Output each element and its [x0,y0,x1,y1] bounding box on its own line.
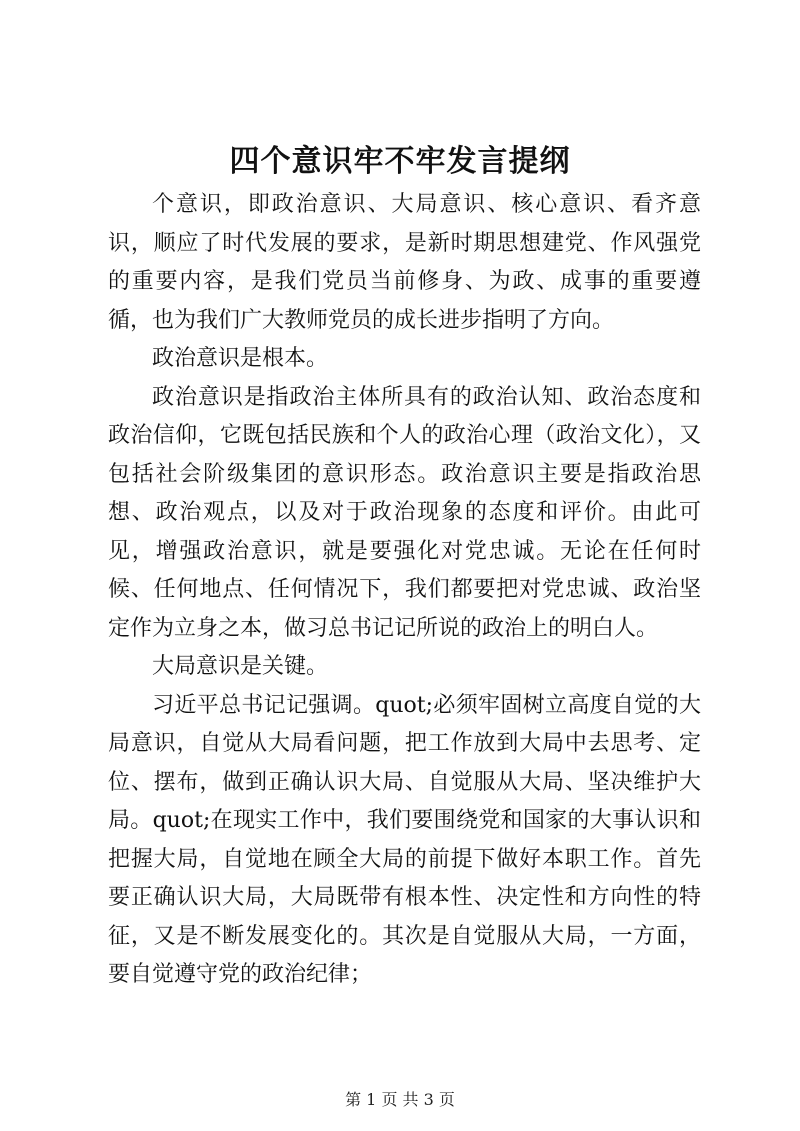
paragraph-political-awareness: 政治意识是指政治主体所具有的政治认知、政治态度和政治信仰，它既包括民族和个人的政治心理（政治文化），又包括社会阶级集团的意识形态。政治意识主要是指政治思想、政治观点，以及对于政治现象的态度和评价。由此可见，增强政治意识，就是要强化对党忠诚。无论在任何时候、任何地点、任何情况下，我们都要把对党忠诚、政治坚定作为立身之本，做习总书记记所说的政治上的明白人。 [108,384,701,641]
paragraph-heading-political: 政治意识是根本。 [152,346,329,371]
paragraph-overall-awareness: 习近平总书记记强调。quot;必须牢固树立高度自觉的大局意识，自觉从大局看问题，把工作放到大局中去思考、定位、摆布，做到正确认识大局、自觉服从大局、坚决维护大局。quot;在现实工作中，我们要围绕党和国家的大事认识和把握大局，自觉地在顾全大局的前提下做好本职工作。首先要正确认识大局，大局既带有根本性、决定性和方向性的特征，又是不断发展变化的。其次是自觉服从大局，一方面，要自觉遵守党的政治纪律； [108,692,701,987]
paragraph-heading-overall: 大局意识是关键。 [152,654,329,679]
document-title: 四个意识牢不牢发言提纲 [229,144,571,179]
document-body [108,186,701,995]
paragraph-intro: 个意识，即政治意识、大局意识、核心意识、看齐意识，顺应了时代发展的要求，是新时期思想建党、作风强党的重要内容，是我们党员当前修身、为政、成事的重要遵循，也为我们广大教师党员的成长进步指明了方向。 [108,192,701,333]
page-footer: 第 1 页 共 3 页 [345,1090,455,1109]
